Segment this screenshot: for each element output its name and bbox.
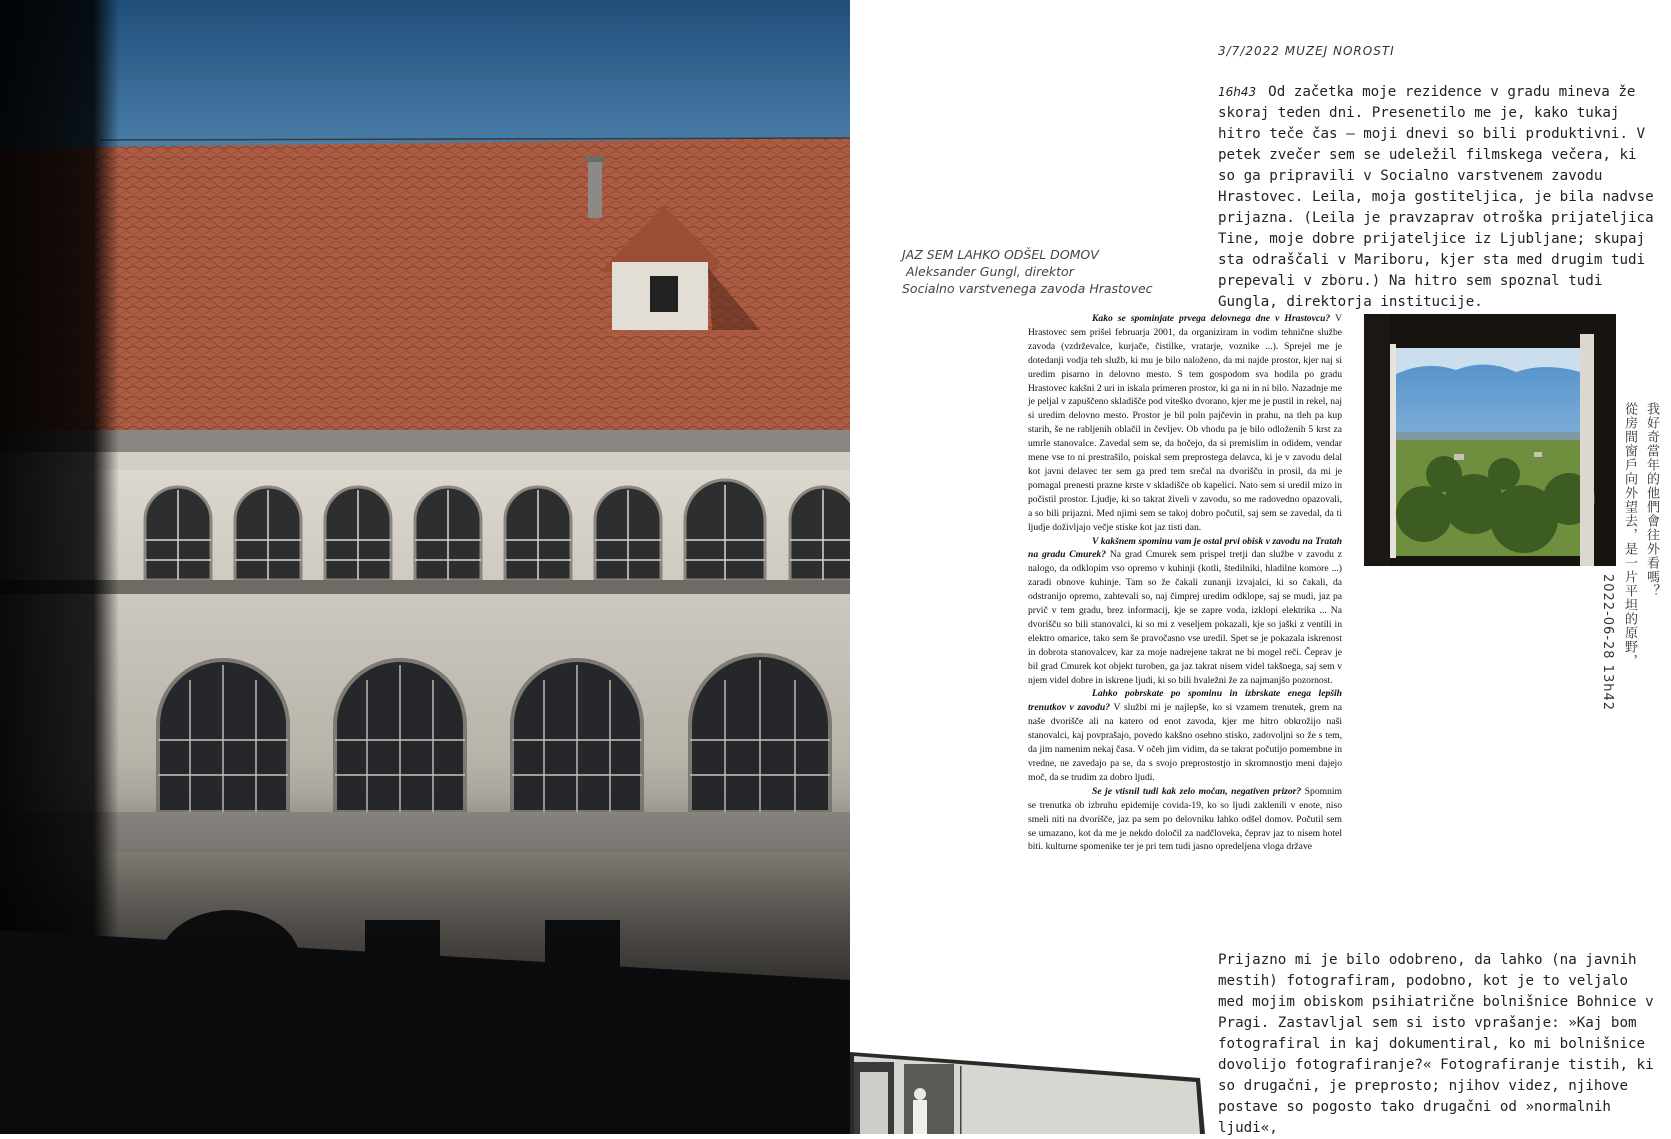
vertical-line-2: 我好奇當年的他們會往外看嗎？ [1644,402,1659,598]
diary-intro [1218,82,1658,313]
answer-4: Spomnim se trenutka ob izbruhu epidemije covida-19, ko so ljudi zaklenili v enote, niso smeli niti na dvorišče, jaz pa sem po delovniku lahko odšel domov. Počutil sem se umazano, kot da me je nekdo določil za nadčloveka, čeprav jaz to nisem hotel biti. kulturne spomenike ter je pri tem tudi jasno opredeljena vloga države [1028,785,1342,853]
diary-outro: Prijazno mi je bilo odobreno, da lahko (na javnih mestih) fotografiram, podobno, kot je to veljalo med mojim obiskom psihiatrične bolnišnice Bohnice v Pragi. Zastavljal sem si isto vprašanje: »Kaj bom fotografiral in kaj dokumentiral, ko mi bolnišnice dovolijo fotografiranje?« Fotografiranje tistih, ki so drugačni, je preprosto; njihov videz, njihove postave so pogosto tako drugačni od »normalnih ljudi«, [1218,952,1654,1136]
question-4: Se je vtisnil tudi kak zelo močan, negativen prizor? [1092,785,1302,797]
archival-photo [850,1042,1205,1134]
answer-2: Na grad Cmurek sem prispel tretji dan službe v zavodu z nalogo, da odklopim vso opremo v kuhinji (kotli, štedilniki, hladilne komore ...) zaradi obnove kuhinje. Tam so že čakali zunanji izvajalci, ki so čakali, da odstranijo opremo, zahtevali so, naj čimprej uredim odklope, saj se mudi, jaz pa prvič v tem gradu, brez informacij, kje se zapre voda, izklopi elektrika ... Na dvorišču so bili stanovalci, ki so mi z veseljem pokazali, kje so jaški z ventili in elektro omarice, tako sem še pravočasno vse uredil. Spet se je pokazala iskrenost in dobrota stanovalcev, kar za moje nadrejene takrat ne bi mogel reči. Čeprav je bil grad Cmurek kot objekt turoben, ga jaz takrat nisem videl takšnega, saj sem v njem videl dobre in iskrene ljudi, ki so bili hvaležni že za najmanjšo pozornost. [1028,549,1343,686]
interview-text [1028,312,1342,854]
question-2: V kakšnem spominu vam je ostal prvi obisk v zavodu na Tratah na gradu Cmurek? [1028,535,1342,561]
question-1: Kako se spominjate prvega delovnega dne v Hrastovcu? [1092,313,1331,324]
handnote-institution: Socialno varstvenega zavoda Hrastovec [902,281,1153,296]
window-view-illustration [1364,314,1616,566]
time-stamp: 16h43 [1218,85,1257,99]
answer-3: V službi mi je najlepše, ko si vzamem trenutek, grem na naše dvorišče ali na katero od enot zavoda, kjer me hitro obkrožijo naši stanovalci, kaj povprašajo, povedo kakšno osebno stisko, zadovoljni so že s tem, da jim namenim nekaj časa. V očeh jim vidim, da se takrat počutijo pomembne in vredne, ne zavedajo pa se, da s svojo preprostostjo in skromnostjo meni dajejo moč, da se trudim za dobro ljudi. [1028,702,1342,783]
window-view-photo [1364,314,1616,566]
archival-photo-illustration [850,1042,1205,1134]
date-note: 3/7/2022 MUZEJ NOROSTI [1218,44,1395,58]
question-3: Lahko pobrskate po spominu in izbrskate enega lepših trenutkov v zavodu? [1028,688,1342,714]
handwritten-note [902,246,1153,297]
handnote-author: Aleksander Gungl, direktor [906,264,1074,279]
handnote-title: JAZ SEM LAHKO ODŠEL DOMOV [902,247,1099,262]
vertical-line-1: 從房間窗戶向外望去，是一片平坦的原野， [1622,402,1637,668]
answer-1: V Hrastovec sem prišel februarja 2001, da organiziram in vodim tehnične službe zavoda (vzdrževalce, kurjače, čistilke, vratarje, voznike ...). Sprejel me je dotedanji vodja teh služb, ki mu je bilo naloženo, da mi najde prostor, kjer naj si uredim pisarno in delovno mesto. S tem gospodom sva hodila po gradu Hrastovec kakšni 2 uri in iskala primeren prostor, ki ga ni in ni bilo. Nazadnje me je peljal v zapuščeno skladišče pod viteško dvorano, kjer me je pustil in rekel, naj si uredim delovno mesto. Prostor je bil poln pajčevin in prahu, na tleh pa kup starih, še ne rabljenih oblačil in čevljev. Ob vhodu pa je bilo odloženih 5 krst za umrle stanovalce. Zavedal sem se, da hočejo, da si premislim in odidem, vendar mene vse to ni prestrašilo, poiskal sem preprostega delavca, ki je v zavodu delal kot javni delavec ter sem ga pred tem srečal na dvorišču in prosil, da mi je pomagal prenesti prazne krste v skladišče ob kapelici. Nato sem si uredil mizo in počistil prostor. Ljudje, ki so takrat živeli v zavodu, so me radovedno opazovali, a so bili prijazni. Med njimi sem se takoj dobro počutil, saj sem se zavedal, da ti ljudje doživljajo večje stiske kot jaz tisti dan. [1028,313,1342,533]
vertical-date: 2022-06-28 13h42 [1600,574,1615,712]
vertical-handwritten-note [1600,402,1662,712]
diary-intro-text: Od začetka moje rezidence v gradu mineva že skoraj teden dni. Presenetilo me je, kako tukaj hitro teče čas – moji dnevi so bili produktivni. V petek zvečer sem se udeležil filmskega večera, ki so ga pripravili v Socialno varstvenem zavodu Hrastovec. Leila, moja gostiteljica, je bila nadvse prijazna. (Leila je pravzaprav otroška prijateljica Tine, moje dobre prijateljice iz Ljubljane; skupaj sta odraščali v Mariboru, kjer sta med drugim tudi prepevali v zboru.) Na hitro sem spoznal tudi Gungla, direktorja institucije. [1218,84,1654,310]
